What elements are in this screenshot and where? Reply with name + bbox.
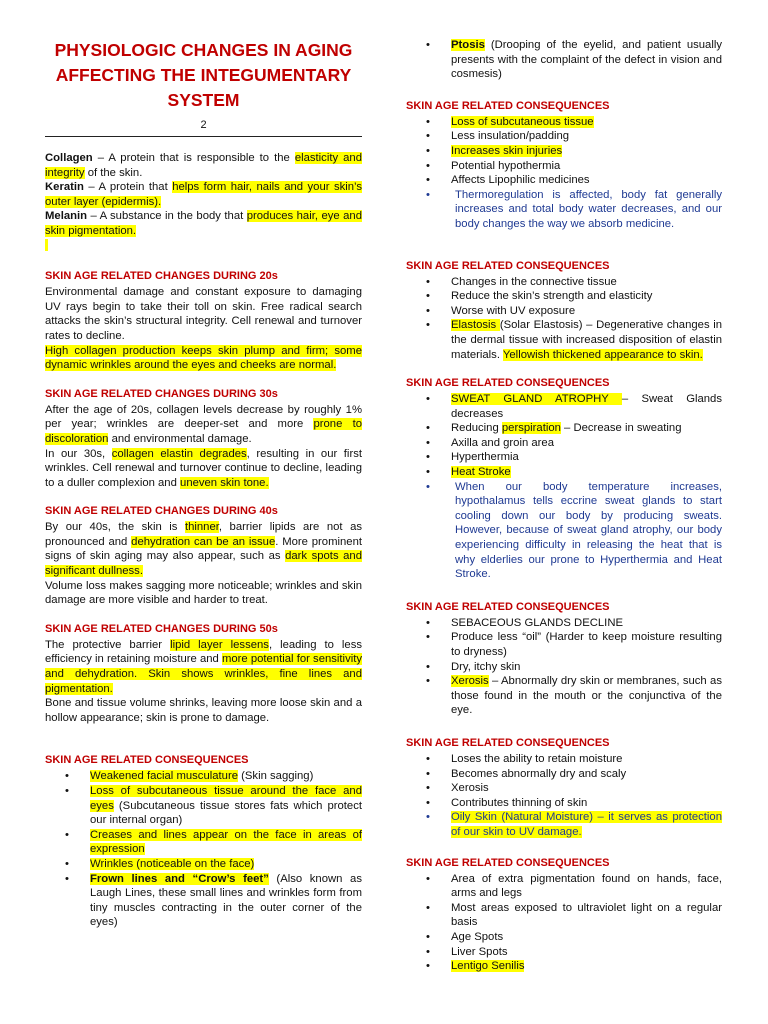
list-item: • Affects Lipophilic medicines bbox=[406, 173, 722, 188]
list-item: • Liver Spots bbox=[406, 945, 722, 960]
list-item: • Lentigo Senilis bbox=[406, 959, 722, 974]
consequence-list bbox=[45, 769, 362, 930]
list-item: • Wrinkles (noticeable on the face) bbox=[45, 857, 362, 872]
list-item: • Changes in the connective tissue bbox=[406, 275, 722, 290]
collagen-definition: Collagen – A protein that is responsible to the elasticity and integrity of the skin. bbox=[45, 152, 362, 179]
section-heading: SKIN AGE RELATED CONSEQUENCES bbox=[406, 600, 610, 613]
list-item: • Creases and lines appear on the face in areas of expression bbox=[45, 828, 362, 857]
list-item: • SWEAT GLAND ATROPHY – Sweat Glands decreases bbox=[406, 392, 722, 421]
paragraph: Volume loss makes sagging more noticeable; wrinkles and skin damage are more visible and harder to treat. bbox=[45, 579, 362, 607]
page-number: 2 bbox=[200, 119, 207, 131]
section-heading: SKIN AGE RELATED CONSEQUENCES bbox=[406, 377, 610, 390]
list-item: • Contributes thinning of skin bbox=[406, 796, 722, 811]
ptosis-list bbox=[406, 38, 722, 82]
list-item: • Loss of subcutaneous tissue around the face and eyes (Subcutaneous tissue stores fats which protect our internal organ) bbox=[45, 784, 362, 828]
list-item: • Most areas exposed to ultraviolet light on a regular basis bbox=[406, 901, 722, 930]
list-item: • Loss of subcutaneous tissue bbox=[406, 115, 722, 130]
list-item: • Reducing perspiration – Decrease in sweating bbox=[406, 421, 722, 436]
paragraph: In our 30s, collagen elastin degrades, resulting in our first wrinkles. Cell renewal and turnover continue to decline, leading to a duller complexion and uneven skin tone. bbox=[45, 447, 362, 489]
list-item: • Increases skin injuries bbox=[406, 144, 722, 159]
list-item: • Xerosis bbox=[406, 781, 722, 796]
list-item: • SEBACEOUS GLANDS DECLINE bbox=[406, 616, 722, 631]
list-item: • Loses the ability to retain moisture bbox=[406, 752, 722, 767]
melanin-definition: Melanin – A substance in the body that produces hair, eye and skin pigmentation. bbox=[45, 210, 362, 237]
text-cursor bbox=[45, 239, 362, 256]
list-item: • Hyperthermia bbox=[406, 450, 722, 465]
list-item: • Age Spots bbox=[406, 930, 722, 945]
consequence-list bbox=[406, 752, 722, 840]
list-item: • Axilla and groin area bbox=[406, 436, 722, 451]
keratin-definition: Keratin – A protein that helps form hair, nails and your skin’s outer layer (epidermis). bbox=[45, 181, 362, 208]
paragraph: The protective barrier lipid layer lessens, leading to less efficiency in retaining moisture and more potential for sensitivity and dehydration. Skin shows wrinkles, fine lines and pigmentation. bbox=[45, 638, 363, 695]
section-heading: SKIN AGE RELATED CHANGES DURING 20s bbox=[45, 270, 278, 283]
list-item: • Area of extra pigmentation found on hands, face, arms and legs bbox=[406, 872, 722, 901]
section-heading: SKIN AGE RELATED CONSEQUENCES bbox=[406, 259, 610, 272]
consequence-list bbox=[406, 392, 722, 582]
consequence-list bbox=[406, 115, 722, 232]
section-heading: SKIN AGE RELATED CHANGES DURING 30s bbox=[45, 387, 278, 400]
list-item: • Frown lines and “Crow’s feet” (Also known as Laugh Lines, these small lines and wrinkles form from tiny muscles contracting in the outer corner of the eyes) bbox=[45, 872, 362, 930]
section-heading: SKIN AGE RELATED CONSEQUENCES bbox=[406, 736, 610, 749]
page-title: PHYSIOLOGIC CHANGES IN AGING AFFECTING THE INTEGUMENTARY SYSTEM bbox=[54, 40, 353, 110]
list-item: • Heat Stroke bbox=[406, 465, 722, 480]
section-heading: SKIN AGE RELATED CONSEQUENCES bbox=[406, 99, 610, 112]
list-item: • Thermoregulation is affected, body fat generally increases and total body water decreases, and our body changes the way we absorb medicine. bbox=[406, 188, 722, 232]
section-heading: SKIN AGE RELATED CHANGES DURING 50s bbox=[45, 622, 278, 635]
list-item: • Weakened facial musculature (Skin sagging) bbox=[45, 769, 362, 784]
list-item: • Produce less “oil” (Harder to keep moisture resulting to dryness) bbox=[406, 630, 722, 659]
list-item: • When our body temperature increases, hypothalamus tells eccrine sweat glands to start cooling down our body by producing sweats. However, because of sweat gland atrophy, our body experiencing difficulty in releasing the heat that is why elderlies our prone to Hyperthermia and Heat Stroke. bbox=[406, 480, 722, 582]
consequence-list bbox=[406, 872, 722, 974]
consequence-list bbox=[406, 275, 722, 363]
divider bbox=[45, 136, 362, 137]
paragraph: High collagen production keeps skin plump and firm; some dynamic wrinkles around the eyes and cheeks are normal. bbox=[45, 344, 362, 372]
left-column bbox=[45, 0, 362, 930]
list-item: • Elastosis (Solar Elastosis) – Degenerative changes in the dermal tissue with increased disposition of elastin materials. Yellowish thickened appearance to skin. bbox=[406, 318, 722, 362]
list-item: • Less insulation/padding bbox=[406, 129, 722, 144]
right-column bbox=[406, 38, 722, 974]
section-heading: SKIN AGE RELATED CONSEQUENCES bbox=[406, 856, 610, 869]
list-item: • Worse with UV exposure bbox=[406, 304, 722, 319]
consequence-list bbox=[406, 616, 722, 718]
paragraph: Bone and tissue volume shrinks, leaving more loose skin and a hollow appearance; skin is prone to damage. bbox=[45, 697, 362, 724]
list-item: • Xerosis – Abnormally dry skin or membranes, such as those found in the mouth or the conjunctiva of the eye. bbox=[406, 674, 722, 718]
list-item: • Ptosis (Drooping of the eyelid, and patient usually presents with the complaint of the defect in vision and cosmesis) bbox=[406, 38, 722, 82]
paragraph: After the age of 20s, collagen levels decrease by roughly 1% per year; wrinkles are deeper-set and more prone to discoloration and environmental damage. bbox=[45, 403, 362, 445]
section-heading: SKIN AGE RELATED CONSEQUENCES bbox=[45, 754, 249, 767]
paragraph: Environmental damage and constant exposure to damaging UV rays begin to take their toll on skin. Free radical search attacks the skin’s structural integrity. Cell renewal and turnover rates to decline. bbox=[45, 286, 362, 342]
paragraph: By our 40s, the skin is thinner, barrier lipids are not as pronounced and dehydration can be an issue. More prominent signs of skin aging may also appear, such as dark spots and significant dullness. bbox=[45, 521, 362, 578]
list-item: • Oily Skin (Natural Moisture) – it serves as protection of our skin to UV damage. bbox=[406, 810, 722, 839]
list-item: • Becomes abnormally dry and scaly bbox=[406, 767, 722, 782]
list-item: • Reduce the skin’s strength and elasticity bbox=[406, 289, 722, 304]
list-item: • Dry, itchy skin bbox=[406, 660, 722, 675]
section-heading: SKIN AGE RELATED CHANGES DURING 40s bbox=[45, 505, 278, 518]
list-item: • Potential hypothermia bbox=[406, 159, 722, 174]
